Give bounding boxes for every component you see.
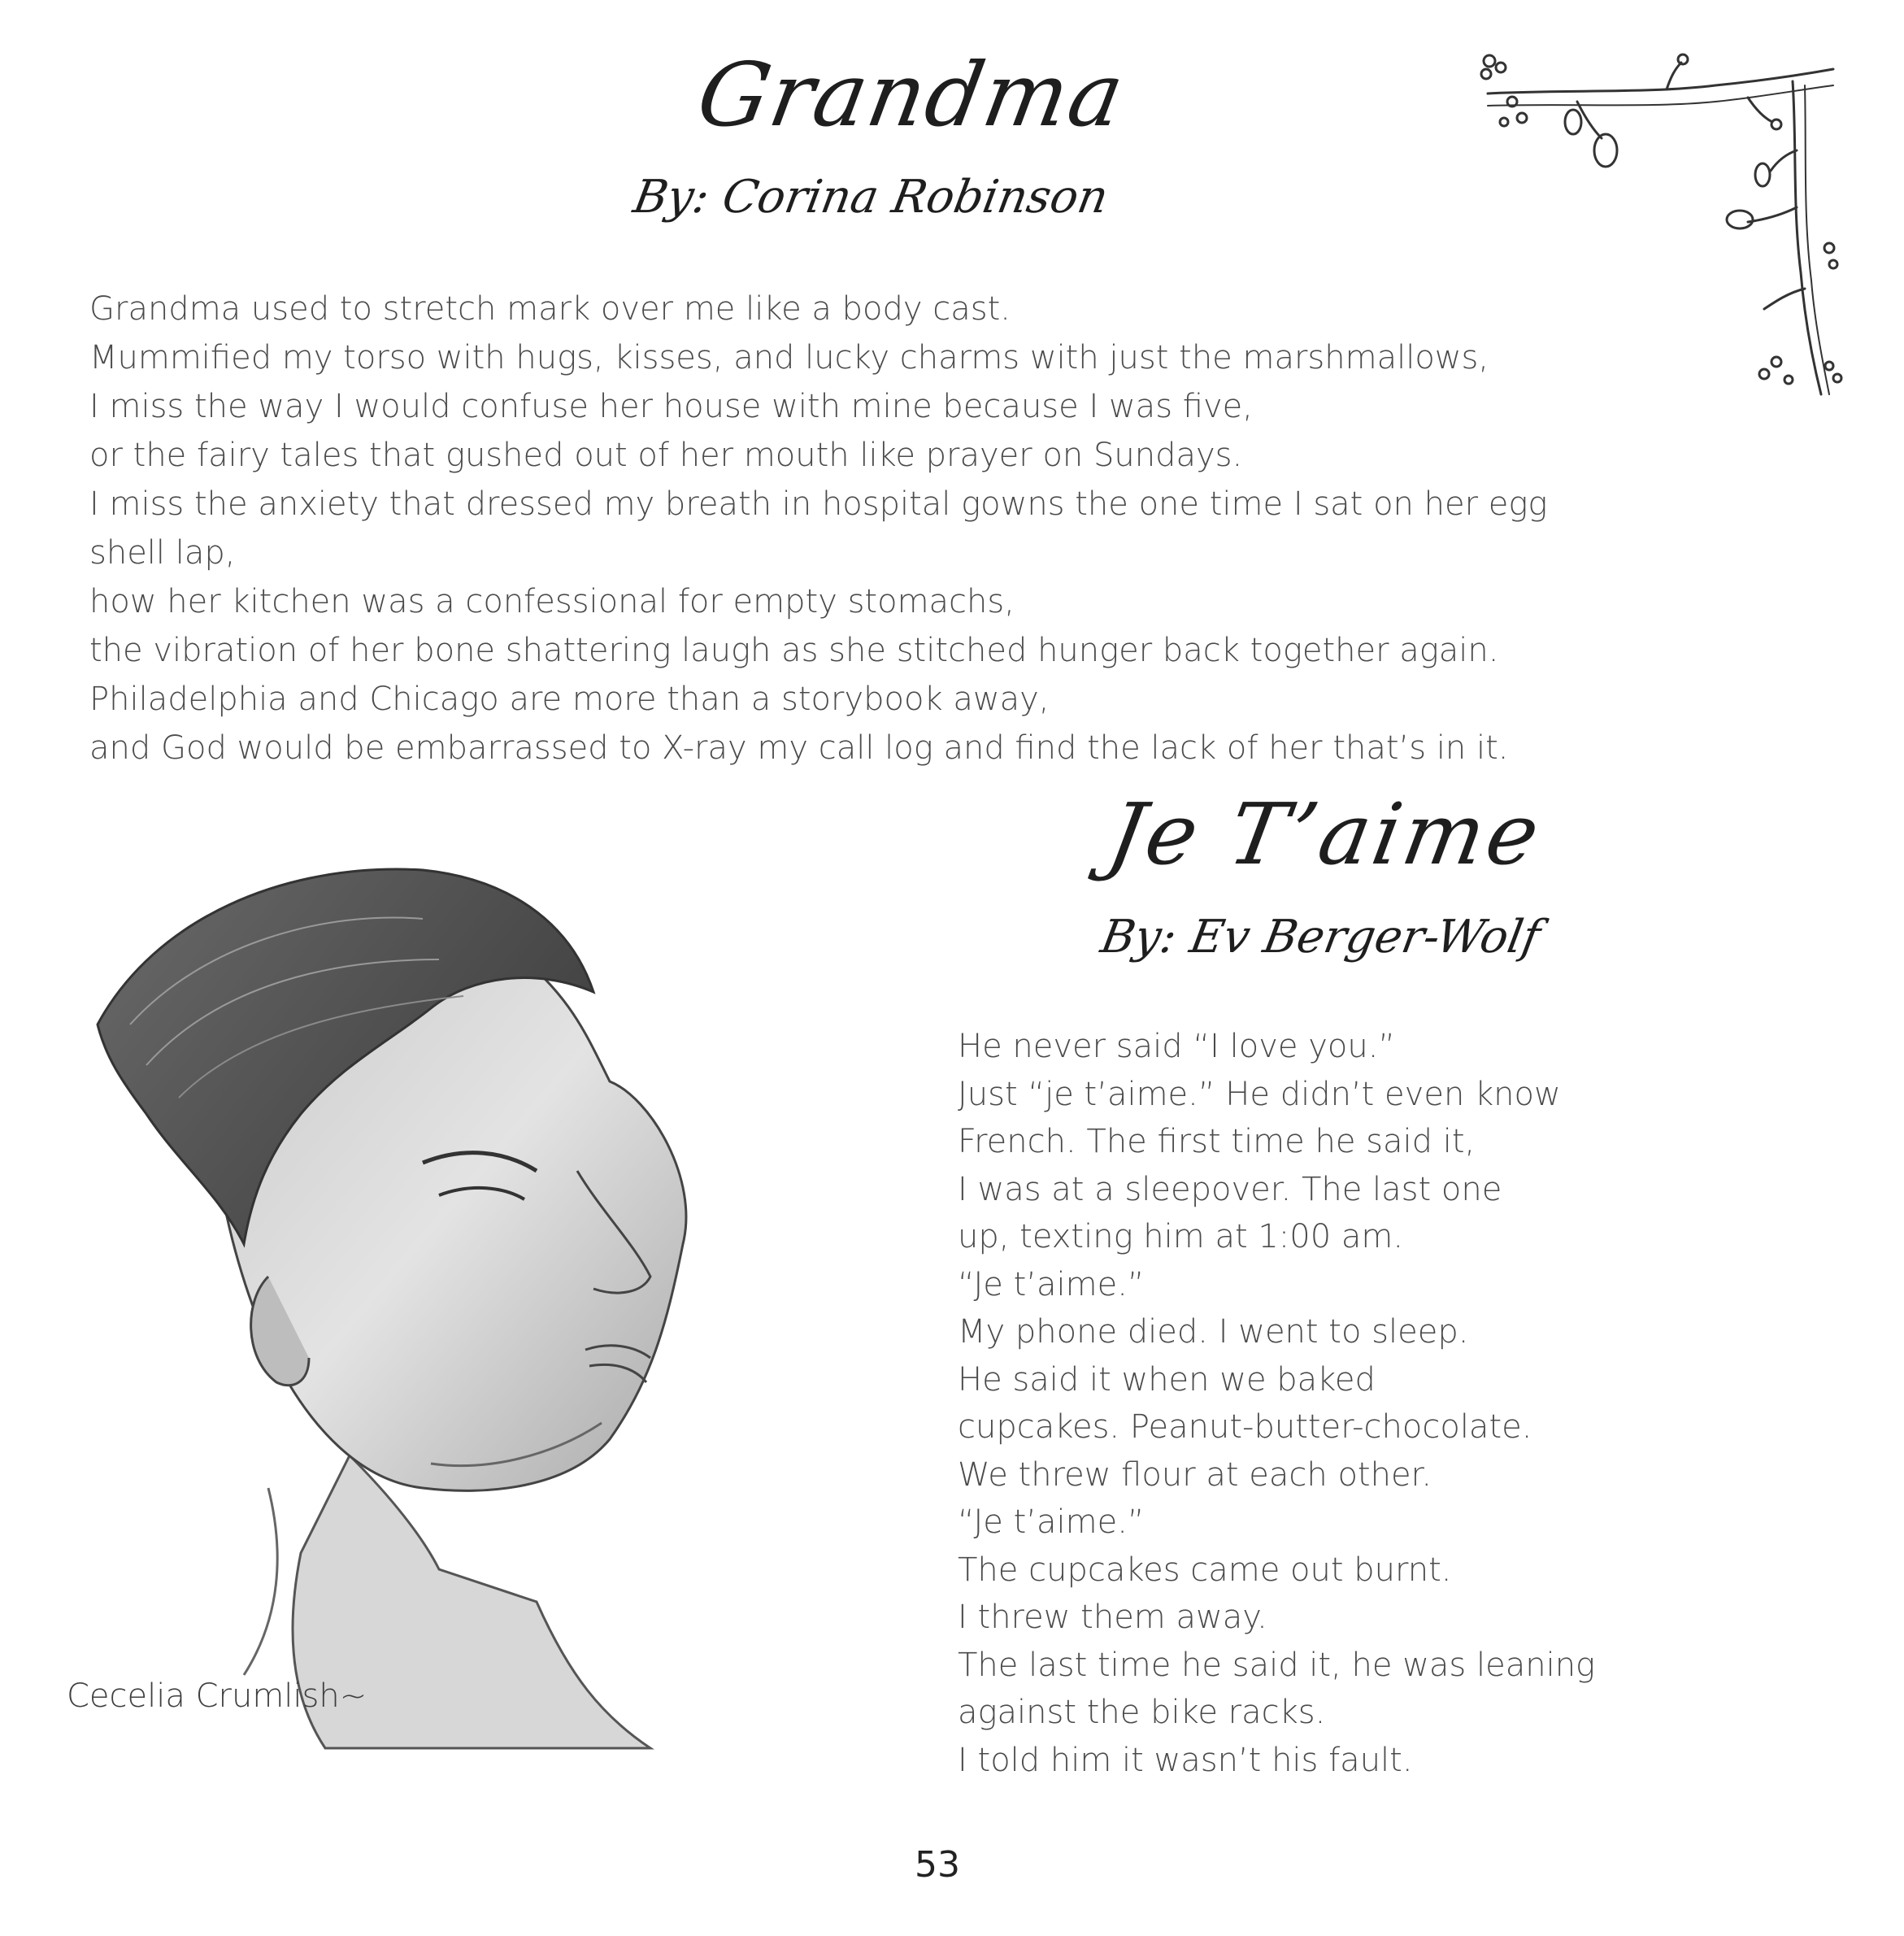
poem-line: Philadelphia and Chicago are more than a storybook away,	[89, 681, 1050, 718]
poem-line: He said it when we baked	[958, 1360, 1376, 1399]
poem-line: up, texting him at 1:00 am.	[958, 1218, 1404, 1255]
poem-title: Grandma	[689, 45, 1132, 146]
poem-line: shell lap,	[89, 534, 236, 572]
poem-line: “Je t’aime.”	[958, 1503, 1145, 1541]
poem-line: The cupcakes came out burnt.	[958, 1551, 1452, 1589]
poem-title: Je T’aime	[1101, 785, 1550, 884]
poem-line: the vibration of her bone shattering laugh as she stitched hunger back together again.	[89, 632, 1499, 669]
poem-line: I miss the way I would confuse her house with mine because I was five,	[89, 388, 1253, 425]
portrait-drawing	[81, 821, 789, 1781]
poem-line: against the bike racks.	[958, 1694, 1326, 1731]
poem-line: The last time he said it, he was leaning	[958, 1646, 1596, 1684]
poem-line: Mummified my torso with hugs, kisses, and lucky charms with just the marshmallows,	[89, 339, 1489, 376]
poem-line: how her kitchen was a confessional for empty stomachs,	[89, 583, 1015, 620]
poem-line: Just “je t’aime.” He didn’t even know	[958, 1075, 1561, 1113]
poem-line: French. The first time he said it,	[958, 1123, 1476, 1160]
poem-author: By: Ev Berger-Wolf	[1097, 911, 1545, 964]
poem-line: I was at a sleepover. The last one	[958, 1170, 1502, 1208]
poem-author: By: Corina Robinson	[629, 171, 1112, 224]
poem-line: He never said “I love you.”	[958, 1028, 1396, 1065]
poem-line: Grandma used to stretch mark over me like a body cast.	[89, 290, 1011, 328]
poem-line: I miss the anxiety that dressed my breath in hospital gowns the one time I sat on her egg	[89, 485, 1548, 523]
poem-line: I threw them away.	[958, 1599, 1267, 1636]
poem-body	[958, 1023, 1595, 1784]
poem-line: “Je t’aime.”	[958, 1265, 1145, 1303]
poem-line: or the fairy tales that gushed out of her mouth like prayer on Sundays.	[89, 437, 1243, 474]
poem-line: My phone died. I went to sleep.	[958, 1313, 1469, 1351]
poem-line: cupcakes. Peanut-butter-chocolate.	[958, 1408, 1532, 1446]
page-number: 53	[915, 1844, 960, 1886]
poem-line: and God would be embarrassed to X-ray my call log and find the lack of her that’s in it.	[89, 729, 1509, 767]
artist-credit: Cecelia Crumlish~	[67, 1677, 367, 1715]
poem-line: We threw flour at each other.	[958, 1455, 1432, 1494]
branch-illustration	[1471, 45, 1845, 411]
poem-line: I told him it wasn’t his fault.	[958, 1741, 1413, 1779]
poem-body	[89, 285, 1547, 772]
